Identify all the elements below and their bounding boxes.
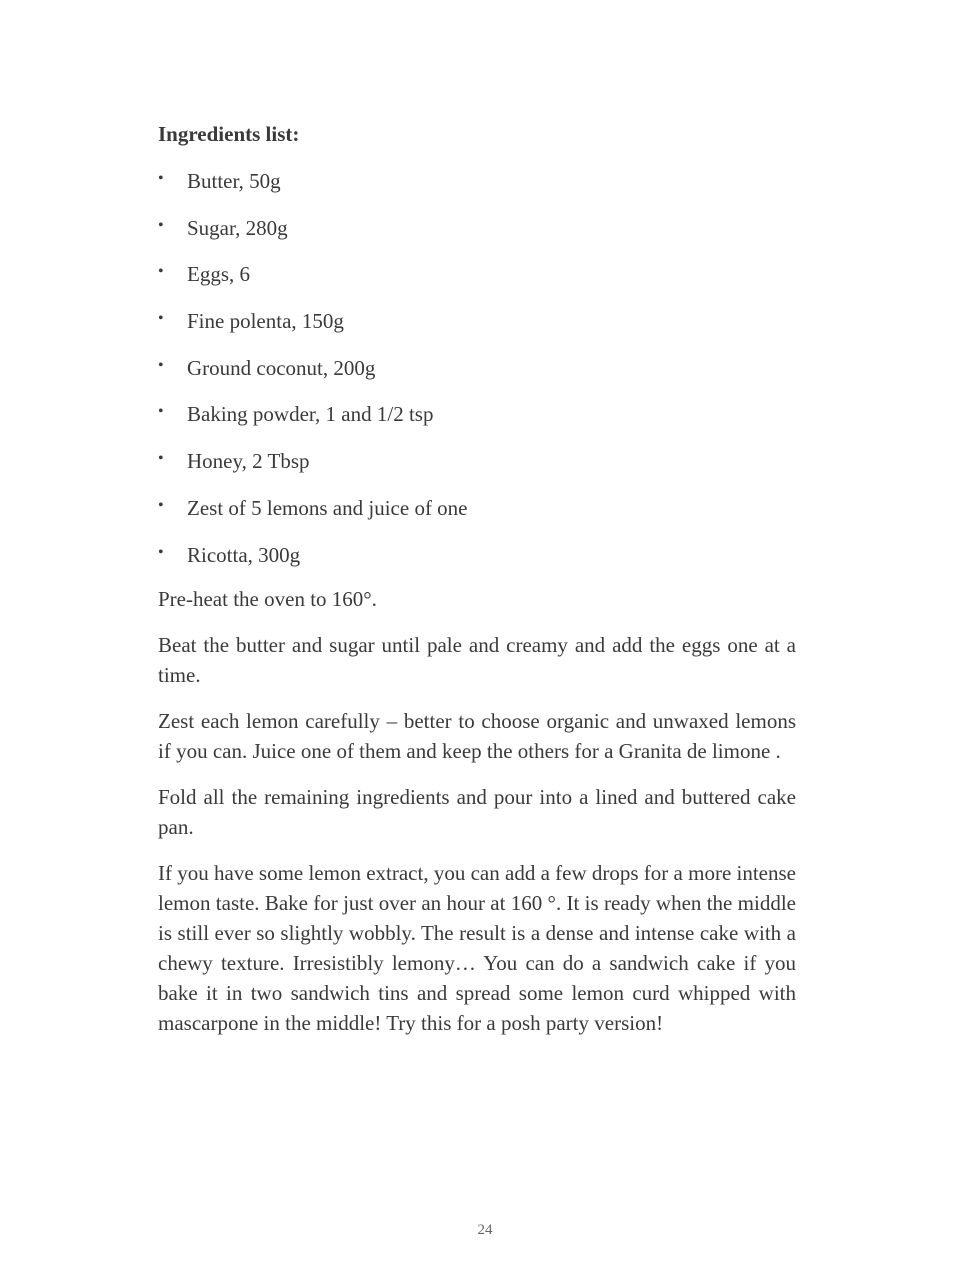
- list-item: [158, 446, 796, 476]
- list-item: [158, 259, 796, 289]
- bullet-icon: •: [158, 496, 164, 514]
- bullet-icon: •: [158, 450, 164, 468]
- bullet-icon: •: [158, 263, 164, 281]
- list-item: [158, 540, 796, 570]
- bullet-icon: •: [158, 170, 164, 187]
- list-item: [158, 493, 796, 523]
- bullet-icon: •: [158, 543, 164, 561]
- ingredient-text: Honey, 2 Tbsp: [187, 449, 310, 474]
- ingredient-text: Ground coconut, 200g: [187, 355, 376, 380]
- bullet-icon: •: [158, 403, 164, 421]
- list-item: [158, 353, 796, 383]
- ingredient-text: Ricotta, 300g: [187, 542, 301, 567]
- list-item: [158, 213, 796, 243]
- list-item: [158, 166, 796, 196]
- zest-paragraph: Zest each lemon carefully – better to choose organic and unwaxed lemons if you can. Juice one of them and keep the others for a Granita de limone .: [158, 709, 796, 764]
- bullet-icon: •: [158, 216, 164, 234]
- recipe-page: [158, 119, 796, 1054]
- bullet-icon: •: [158, 310, 164, 328]
- bake-paragraph: If you have some lemon extract, you can add a few drops for a more intense lemon taste. Bake for just over an hour at 160 °. It is ready when the middle is still ever so slightly wobbly. The result is a dense and intense cake with a chewy texture. Irresistibly lemony… You can do a sandwich cake if you bake it in two sandwich tins and spread some lemon curd whipped with mascarpone in the middle! Try this for a posh party version!: [158, 861, 796, 1036]
- ingredient-text: Fine polenta, 150g: [187, 309, 344, 334]
- fold-paragraph: Fold all the remaining ingredients and pour into a lined and buttered cake pan.: [158, 785, 796, 840]
- preheat-paragraph: Pre-heat the oven to 160°.: [158, 587, 377, 612]
- ingredients-list: [158, 166, 796, 570]
- bullet-icon: •: [158, 356, 164, 374]
- page-number: 24: [477, 1222, 493, 1238]
- list-item: [158, 306, 796, 336]
- ingredient-text: Eggs, 6: [187, 262, 250, 287]
- ingredient-text: Butter, 50g: [187, 169, 281, 193]
- ingredients-heading: Ingredients list:: [158, 122, 300, 146]
- ingredient-text: Sugar, 280g: [187, 215, 288, 240]
- beat-paragraph: Beat the butter and sugar until pale and creamy and add the eggs one at a time.: [158, 633, 796, 688]
- ingredient-text: Baking powder, 1 and 1/2 tsp: [187, 402, 434, 427]
- list-item: [158, 399, 796, 429]
- ingredient-text: Zest of 5 lemons and juice of one: [187, 495, 468, 520]
